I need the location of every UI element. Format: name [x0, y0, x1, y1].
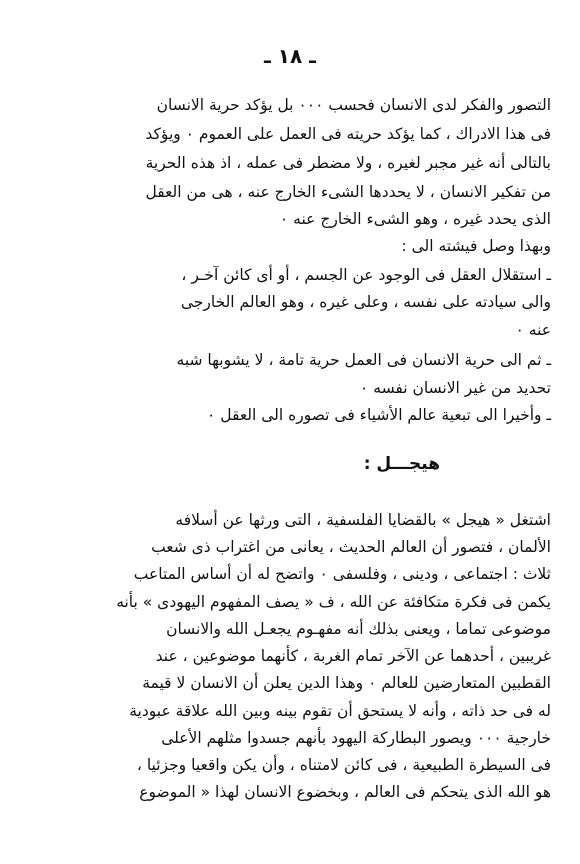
list-item-line: ـ استقلال العقل فى الوجود عن الجسم ، أو أى كائن آخـر ،: [181, 266, 551, 284]
paragraph-line: خارجية ٠٠٠ ويصور البطاركة اليهود بأنهم جسدوا مثلهم الأعلى: [161, 729, 551, 747]
paragraph-line: وبهذا وصل فيشته الى :: [401, 237, 551, 255]
paragraph-line: الألمان ، فتصور أن العالم الحديث ، يعانى من اغتراب ذى شعب: [151, 538, 551, 556]
paragraph-line: فى السيطرة الطبيعية ، فى كائن لامتناه ، وأن يكن واقعيا وجزئيا ،: [136, 756, 551, 774]
paragraph-line: من تفكير الانسان ، لا يحددها الشىء الخارج عنه ، هى من العقل: [145, 183, 551, 201]
paragraph-line: له فى حد ذاته ، وأنه لا يستحق أن تقوم بينه وبين الله علاقة عبودية: [129, 702, 551, 720]
section-heading: هيجـــل :: [363, 454, 440, 474]
list-item-line: ـ ثم الى حرية الانسان فى العمل حرية تامة ، لا يشوبها شبه: [176, 351, 551, 369]
paragraph-line: ثلاث : اجتماعى ، ودينى ، وفلسفى ٠ واتضح له أن أساس المتاعب: [133, 565, 551, 583]
paragraph-line: التصور والفكر لدى الانسان فحسب ٠٠٠ بل يؤكد حرية الانسان: [156, 96, 551, 114]
list-item-line: تحديد من غير الانسان نفسه ٠: [360, 379, 551, 397]
paragraph-line: الذى يحدد غيره ، وهو الشىء الخارج عنه ٠: [279, 210, 551, 228]
paragraph-line: موضوعى تماما ، ويعنى بذلك أنه مفهـوم يجعـل الله والانسان: [166, 620, 551, 638]
paragraph-line: القطبين المتعارضين للعالم ٠ وهذا الدين يعلن أن الانسان لا قيمة: [142, 674, 551, 692]
paragraph-line: بالتالى أنه غير مجبر لغيره ، ولا مضطر فى عمله ، اذ هذه الحرية: [145, 154, 551, 172]
paragraph-line: هو الله الذى يتحكم فى العالم ، وبخضوع الانسان لهذا « الموضوع: [139, 783, 551, 801]
list-item-line: عنه ٠: [515, 321, 551, 339]
page-number: ـ ١٨ ـ: [263, 44, 317, 68]
list-item-line: ـ وأخيرا الى تبعية عالم الأشياء فى تصوره الى العقل ٠: [206, 406, 551, 424]
paragraph-line: يكمن فى فكرة متكافئة عن الله ، ف « يصف المفهوم اليهودى » بأنه: [116, 593, 551, 611]
list-item-line: والى سيادته على نفسه ، وعلى غيره ، وهو العالم الخارجى: [180, 293, 551, 311]
paragraph-line: اشتغل « هيجل » بالقضايا الفلسفية ، التى ورثها عن أسلافه: [175, 511, 551, 529]
paragraph-line: فى هذا الادراك ، كما يؤكد حريته فى العمل على العموم ٠ ويؤكد: [145, 125, 551, 143]
paragraph-line: غريبين ، أحدهما عن الآخر تمام الغربة ، كأنهما موضوعين ، عند: [155, 647, 551, 665]
